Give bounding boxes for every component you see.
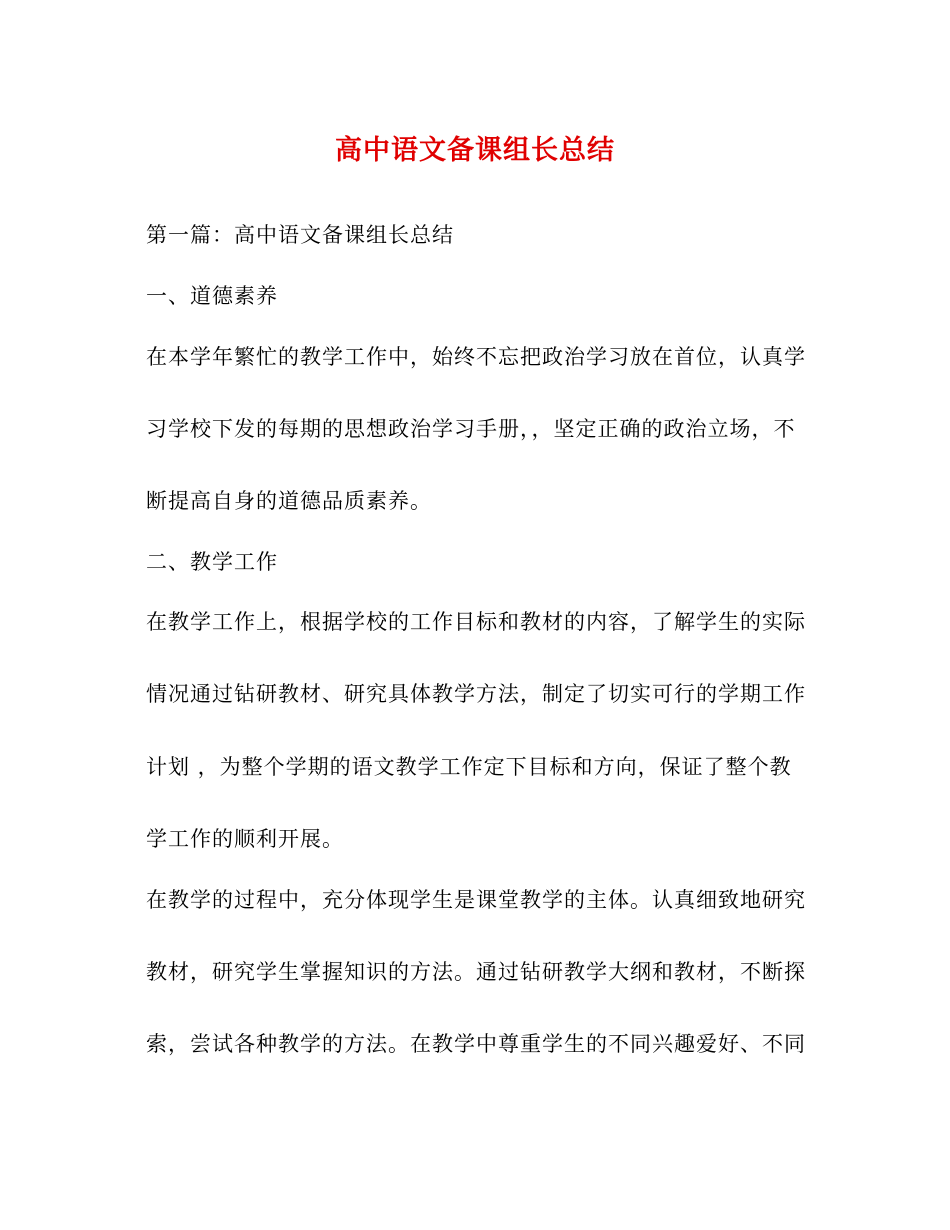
section-heading: 一、道德素养: [146, 284, 278, 308]
paragraph-line: 学工作的顺利开展。: [146, 827, 344, 851]
paragraph-line: 计划 ，为整个学期的语文教学工作定下目标和方向，保证了整个教: [146, 755, 792, 779]
section-heading: 二、教学工作: [146, 550, 278, 574]
paragraph-line: 断提高自身的道德品质素养。: [146, 489, 432, 513]
document-title: 高中语文备课组长总结: [335, 135, 615, 166]
paragraph-line: 教材，研究学生掌握知识的方法。通过钻研教学大纲和教材，不断探: [146, 960, 806, 984]
paragraph-line: 索，尝试各种教学的方法。在教学中尊重学生的不同兴趣爱好、不同: [146, 1032, 806, 1056]
paragraph-line: 在本学年繁忙的教学工作中，始终不忘把政治学习放在首位，认真学: [146, 345, 806, 369]
paragraph-line: 在教学工作上，根据学校的工作目标和教材的内容，了解学生的实际: [146, 610, 806, 634]
paragraph-line: 习学校下发的每期的思想政治学习手册，，坚定正确的政治立场，不: [146, 417, 796, 441]
paragraph-line: 情况通过钻研教材、研究具体教学方法，制定了切实可行的学期工作: [146, 682, 806, 706]
paragraph-line: 在教学的过程中，充分体现学生是课堂教学的主体。认真细致地研究: [146, 888, 806, 912]
section-heading: 第一篇：高中语文备课组长总结: [146, 223, 454, 247]
